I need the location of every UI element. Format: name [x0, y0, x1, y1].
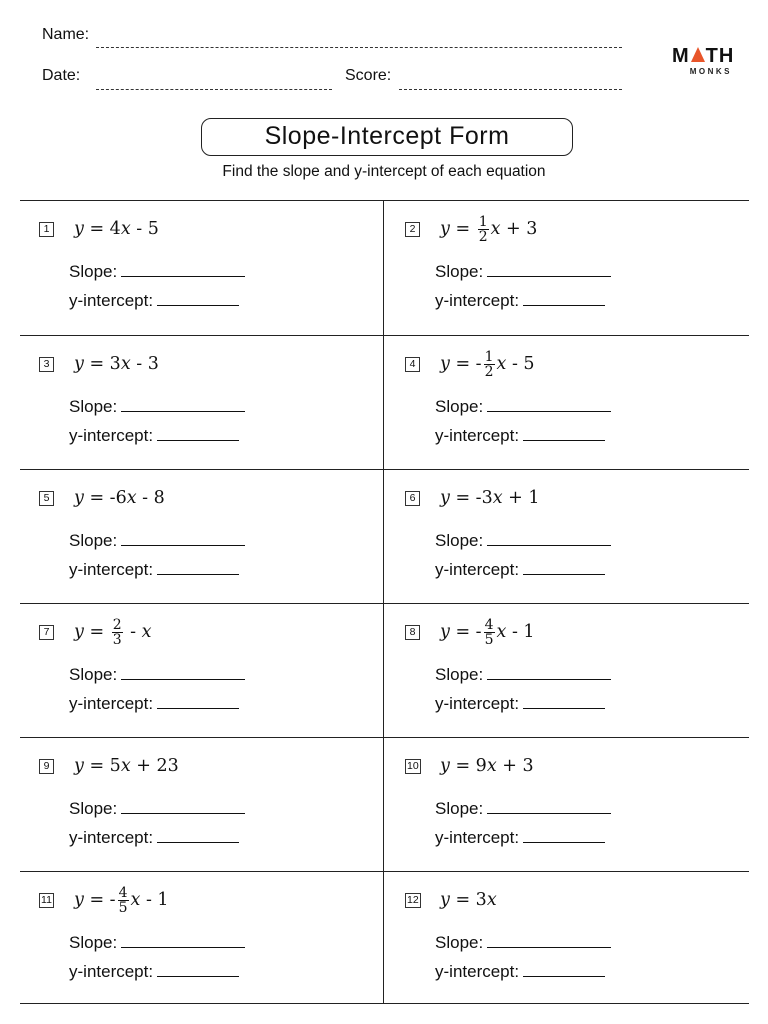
problem-cell-8: [386, 605, 746, 739]
slope-row: [435, 933, 611, 953]
problem-cell-2: [386, 202, 746, 336]
yint-answer-blank[interactable]: [157, 560, 239, 575]
slope-answer-blank[interactable]: [487, 665, 611, 680]
slope-label: Slope:: [435, 397, 484, 416]
yint-answer-blank[interactable]: [157, 828, 239, 843]
yint-label: y-intercept:: [69, 291, 154, 310]
slope-answer-blank[interactable]: [487, 397, 611, 412]
slope-label: Slope:: [435, 799, 484, 818]
logo-letter: M: [672, 45, 690, 67]
slope-answer-blank[interactable]: [121, 397, 245, 412]
problem-cell-6: [386, 471, 746, 605]
yint-label: y-intercept:: [69, 828, 154, 847]
yint-label: y-intercept:: [435, 291, 520, 310]
yint-answer-blank[interactable]: [523, 291, 605, 306]
slope-row: [435, 665, 611, 685]
problem-number: 7: [39, 625, 54, 640]
yint-answer-blank[interactable]: [523, 560, 605, 575]
slope-answer-blank[interactable]: [121, 933, 245, 948]
yint-row: [69, 291, 239, 311]
slope-label: Slope:: [69, 397, 118, 416]
yint-answer-blank[interactable]: [523, 426, 605, 441]
name-label: Name:: [42, 26, 90, 43]
yint-row: [435, 962, 605, 982]
slope-row: [69, 933, 245, 953]
problem-cell-9: [20, 739, 380, 873]
problem-number: 11: [39, 893, 54, 908]
problem-number: 8: [405, 625, 420, 640]
problem-equation: y = 4 x - 5: [74, 219, 159, 239]
problem-cell-5: [20, 471, 380, 605]
score-field[interactable]: [399, 89, 622, 90]
yint-label: y-intercept:: [69, 962, 154, 981]
problem-equation: y = $\frac{1}{2}$ x + 3: [440, 213, 538, 245]
instructions: Find the slope and y-intercept of each equation: [222, 163, 546, 180]
problem-number: 1: [39, 222, 54, 237]
slope-row: [69, 531, 245, 551]
problem-equation: y = - $\frac{1}{2}$ x - 5: [440, 348, 535, 380]
yint-label: y-intercept:: [435, 962, 520, 981]
yint-row: [69, 560, 239, 580]
problem-cell-4: [386, 337, 746, 471]
yint-label: y-intercept:: [435, 426, 520, 445]
yint-row: [435, 426, 605, 446]
slope-label: Slope:: [69, 531, 118, 550]
problem-equation: y = 9 x + 3: [440, 756, 534, 776]
slope-row: [435, 799, 611, 819]
slope-label: Slope:: [435, 262, 484, 281]
slope-answer-blank[interactable]: [121, 531, 245, 546]
slope-answer-blank[interactable]: [121, 799, 245, 814]
slope-answer-blank[interactable]: [121, 665, 245, 680]
score-label: Score:: [345, 67, 392, 84]
yint-row: [69, 426, 239, 446]
problem-cell-10: [386, 739, 746, 873]
problem-cell-12: [386, 873, 746, 1007]
slope-row: [69, 397, 245, 417]
slope-label: Slope:: [435, 665, 484, 684]
slope-label: Slope:: [69, 262, 118, 281]
yint-row: [435, 828, 605, 848]
yint-answer-blank[interactable]: [523, 828, 605, 843]
problem-number: 6: [405, 491, 420, 506]
slope-label: Slope:: [69, 665, 118, 684]
problem-number: 4: [405, 357, 420, 372]
problem-number: 3: [39, 357, 54, 372]
slope-row: [435, 262, 611, 282]
problem-number: 9: [39, 759, 54, 774]
name-field[interactable]: [96, 47, 622, 48]
slope-answer-blank[interactable]: [487, 262, 611, 277]
slope-label: Slope:: [69, 799, 118, 818]
problem-equation: y = $\frac{2}{3}$ - x: [74, 616, 152, 648]
problem-equation: y = 3 x - 3: [74, 354, 159, 374]
yint-row: [435, 291, 605, 311]
yint-answer-blank[interactable]: [157, 694, 239, 709]
yint-label: y-intercept:: [435, 828, 520, 847]
logo-letters: TH: [705, 45, 735, 67]
slope-label: Slope:: [435, 933, 484, 952]
problem-number: 12: [407, 894, 419, 906]
yint-answer-blank[interactable]: [157, 291, 239, 306]
slope-answer-blank[interactable]: [121, 262, 245, 277]
grid-top-border: [20, 200, 749, 201]
problem-equation: y = -6 x - 8: [74, 488, 165, 508]
slope-row: [435, 397, 611, 417]
yint-answer-blank[interactable]: [523, 962, 605, 977]
yint-label: y-intercept:: [435, 560, 520, 579]
math-monks-logo: [672, 46, 736, 76]
triangle-icon: [691, 47, 705, 62]
yint-label: y-intercept:: [69, 560, 154, 579]
slope-row: [69, 799, 245, 819]
yint-row: [69, 962, 239, 982]
problem-equation: y = - $\frac{4}{5}$ x - 1: [74, 884, 169, 916]
grid-column-divider: [383, 200, 384, 1004]
problem-cell-3: [20, 337, 380, 471]
yint-answer-blank[interactable]: [523, 694, 605, 709]
slope-answer-blank[interactable]: [487, 933, 611, 948]
problem-equation: y = -3 x + 1: [440, 488, 540, 508]
yint-label: y-intercept:: [69, 694, 154, 713]
yint-label: y-intercept:: [69, 426, 154, 445]
problem-number: 2: [405, 222, 420, 237]
yint-row: [435, 560, 605, 580]
date-field[interactable]: [96, 89, 332, 90]
yint-answer-blank[interactable]: [157, 426, 239, 441]
worksheet-title: Slope-Intercept Form: [201, 118, 573, 156]
slope-label: Slope:: [69, 933, 118, 952]
yint-row: [69, 828, 239, 848]
problem-equation: y = 5 x + 23: [74, 756, 179, 776]
yint-answer-blank[interactable]: [157, 962, 239, 977]
slope-label: Slope:: [435, 531, 484, 550]
slope-row: [69, 262, 245, 282]
yint-label: y-intercept:: [435, 694, 520, 713]
logo-subtitle: MONKS: [689, 67, 732, 76]
problem-cell-1: [20, 202, 380, 336]
problem-number: 5: [39, 491, 54, 506]
slope-row: [435, 531, 611, 551]
slope-answer-blank[interactable]: [487, 799, 611, 814]
problem-equation: y = - $\frac{4}{5}$ x - 1: [440, 616, 535, 648]
slope-row: [69, 665, 245, 685]
yint-row: [69, 694, 239, 714]
date-label: Date:: [42, 67, 81, 84]
problem-equation: y = 3 x: [440, 890, 497, 910]
problem-number: 10: [407, 760, 419, 772]
slope-answer-blank[interactable]: [487, 531, 611, 546]
problem-cell-7: [20, 605, 380, 739]
problem-cell-11: [20, 873, 380, 1007]
yint-row: [435, 694, 605, 714]
